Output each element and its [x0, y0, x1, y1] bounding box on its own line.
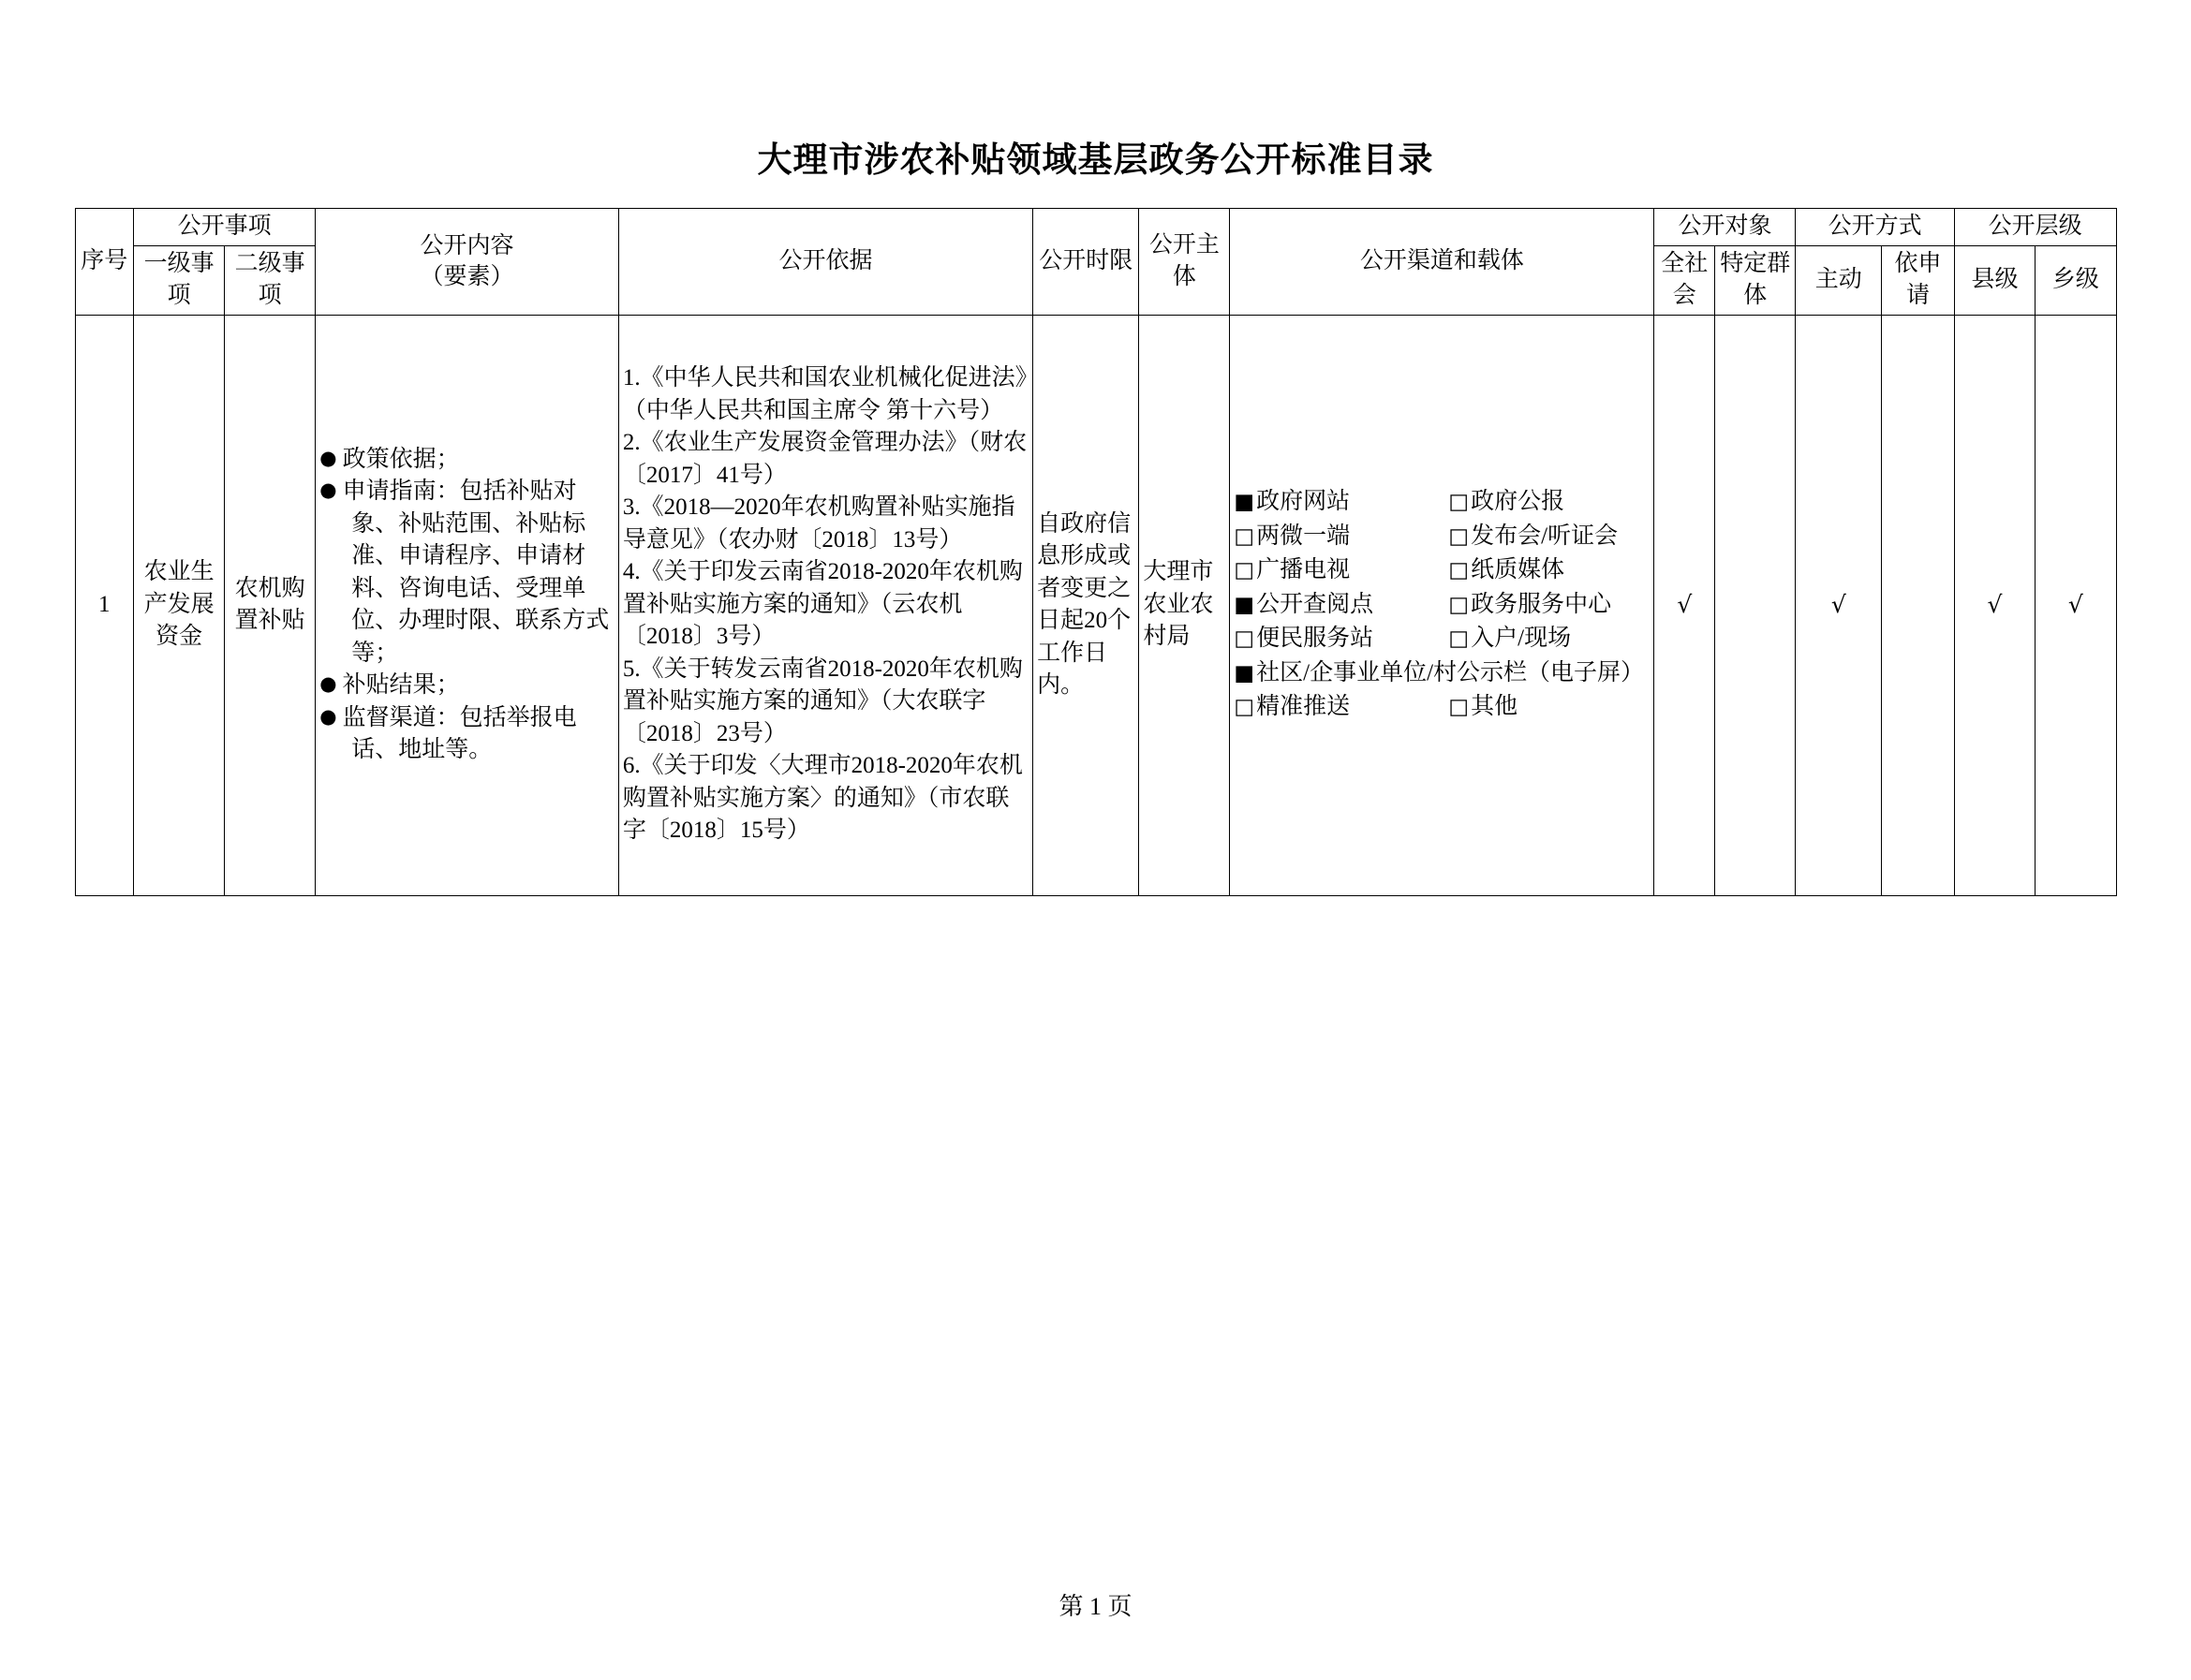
cell-subject: 大理市农业农村局	[1139, 315, 1230, 895]
channel-option-press-conference[interactable]	[1448, 521, 1650, 553]
content-item-text: 政策依据；	[342, 446, 460, 472]
checkbox-filled-icon: ■	[1234, 660, 1255, 685]
cell-method-request	[1882, 315, 1955, 895]
content-item-text: 监督渠道：包括举报电话、地址等。	[342, 704, 577, 762]
bullet-icon: ●	[319, 479, 337, 501]
header-time-limit: 公开时限	[1033, 209, 1139, 316]
header-audience: 公开对象	[1654, 209, 1796, 246]
checkbox-empty-icon: □	[1448, 558, 1470, 583]
header-open-item: 公开事项	[134, 209, 316, 246]
channel-option-print-media[interactable]	[1448, 554, 1650, 587]
header-method-request: 依申请	[1882, 245, 1955, 315]
channel-label: 便民服务站	[1256, 626, 1374, 652]
channel-option-broadcast-tv[interactable]	[1234, 554, 1435, 587]
channel-option-community-bulletin[interactable]	[1234, 657, 1650, 690]
checkbox-empty-icon: □	[1448, 626, 1470, 652]
header-basis: 公开依据	[618, 209, 1032, 316]
basis-item: 6.《关于印发〈大理市2018-2020年农机购置补贴实施方案〉的通知》（市农联字〔2018〕15号）	[622, 753, 1023, 844]
channel-label: 入户/现场	[1471, 626, 1572, 652]
header-content-line1: 公开内容	[420, 232, 514, 258]
channel-label: 两微一端	[1256, 523, 1351, 549]
cell-level-town: √	[2036, 315, 2116, 895]
cell-basis	[618, 315, 1032, 895]
channel-option-public-reading-point[interactable]	[1234, 589, 1435, 622]
disclosure-catalog-table	[75, 208, 2117, 896]
channel-option-government-gazette[interactable]	[1448, 486, 1650, 519]
header-level2: 二级事项	[225, 245, 316, 315]
checkbox-empty-icon: □	[1448, 695, 1470, 720]
content-item	[319, 670, 614, 702]
basis-item: 1.《中华人民共和国农业机械化促进法》（中华人民共和国主席令 第十六号）	[622, 365, 1028, 423]
bullet-icon: ●	[319, 704, 337, 728]
document-page	[0, 131, 2191, 1680]
header-subject: 公开主体	[1139, 209, 1230, 316]
header-channel: 公开渠道和载体	[1230, 209, 1654, 316]
checkbox-empty-icon: □	[1234, 523, 1255, 549]
header-audience-all: 全社会	[1654, 245, 1715, 315]
table-header-row-1	[75, 209, 2116, 246]
header-level: 公开层级	[1954, 209, 2116, 246]
header-level1: 一级事项	[134, 245, 225, 315]
checkbox-empty-icon: □	[1234, 626, 1255, 652]
channel-option-government-website[interactable]	[1234, 486, 1435, 519]
channel-label: 政务服务中心	[1471, 591, 1612, 617]
header-content	[316, 209, 619, 316]
header-content-line2: （要素）	[420, 264, 514, 290]
header-level-county: 县级	[1954, 245, 2035, 315]
cell-channel	[1230, 315, 1654, 895]
header-level-town: 乡级	[2036, 245, 2116, 315]
checkbox-filled-icon: ■	[1234, 490, 1255, 515]
checkbox-empty-icon: □	[1234, 558, 1255, 583]
content-item-text: 申请指南：包括补贴对象、补贴范围、补贴标准、申请程序、申请材料、咨询电话、受理单位、办理时限、联系方式等；	[342, 479, 610, 666]
channel-label: 纸质媒体	[1471, 557, 1565, 583]
checkbox-empty-icon: □	[1448, 523, 1470, 549]
header-method: 公开方式	[1796, 209, 1954, 246]
page-footer: 第 1 页	[1058, 1593, 1133, 1620]
basis-item: 2.《农业生产发展资金管理办法》（财农〔2017〕41号）	[622, 430, 1028, 488]
header-method-active: 主动	[1796, 245, 1882, 315]
checkbox-empty-icon: □	[1234, 695, 1255, 720]
table-row	[75, 315, 2116, 895]
bullet-icon: ●	[319, 672, 337, 695]
channel-label: 公开查阅点	[1256, 591, 1374, 617]
cell-seq: 1	[75, 315, 134, 895]
cell-time-limit: 自政府信息形成或者变更之日起20个工作日内。	[1033, 315, 1139, 895]
basis-item: 3.《2018—2020年农机购置补贴实施指导意见》（农办财〔2018〕13号）	[622, 494, 1015, 553]
bullet-icon: ●	[319, 446, 337, 469]
cell-level-county: √	[1954, 315, 2035, 895]
channel-option-targeted-push[interactable]	[1234, 691, 1435, 724]
cell-audience-specific	[1715, 315, 1796, 895]
checkbox-empty-icon: □	[1448, 490, 1470, 515]
channel-option-door-to-door[interactable]	[1448, 623, 1650, 656]
channel-options-grid	[1234, 486, 1650, 724]
basis-item: 5.《关于转发云南省2018-2020年农机购置补贴实施方案的通知》（大农联字〔2018〕23号）	[622, 656, 1023, 746]
content-item	[319, 702, 614, 767]
cell-content	[316, 315, 619, 895]
checkbox-empty-icon: □	[1448, 592, 1470, 617]
cell-level2: 农机购置补贴	[225, 315, 316, 895]
channel-option-service-center[interactable]	[1448, 589, 1650, 622]
header-seq: 序号	[75, 209, 134, 316]
header-audience-specific: 特定群体	[1715, 245, 1796, 315]
checkbox-filled-icon: ■	[1234, 592, 1255, 617]
channel-label: 政府网站	[1256, 489, 1351, 515]
cell-audience-all: √	[1654, 315, 1715, 895]
channel-label: 其他	[1471, 694, 1518, 720]
channel-label: 广播电视	[1256, 557, 1351, 583]
content-item-text: 补贴结果；	[342, 672, 460, 698]
channel-option-other[interactable]	[1448, 691, 1650, 724]
channel-label: 精准推送	[1256, 694, 1351, 720]
basis-item: 4.《关于印发云南省2018-2020年农机购置补贴实施方案的通知》（云农机〔2018〕3号）	[622, 559, 1023, 650]
page-title: 大理市涉农补贴领域基层政务公开标准目录	[757, 140, 1434, 179]
content-item	[319, 444, 614, 477]
channel-label: 发布会/听证会	[1471, 523, 1619, 549]
channel-option-two-weibo-one-app[interactable]	[1234, 521, 1435, 553]
channel-option-convenience-station[interactable]	[1234, 623, 1435, 656]
cell-method-active: √	[1796, 315, 1882, 895]
content-item	[319, 476, 614, 670]
channel-label: 政府公报	[1471, 489, 1565, 515]
cell-level1: 农业生产发展资金	[134, 315, 225, 895]
channel-label: 社区/企事业单位/村公示栏（电子屏）	[1256, 659, 1645, 685]
